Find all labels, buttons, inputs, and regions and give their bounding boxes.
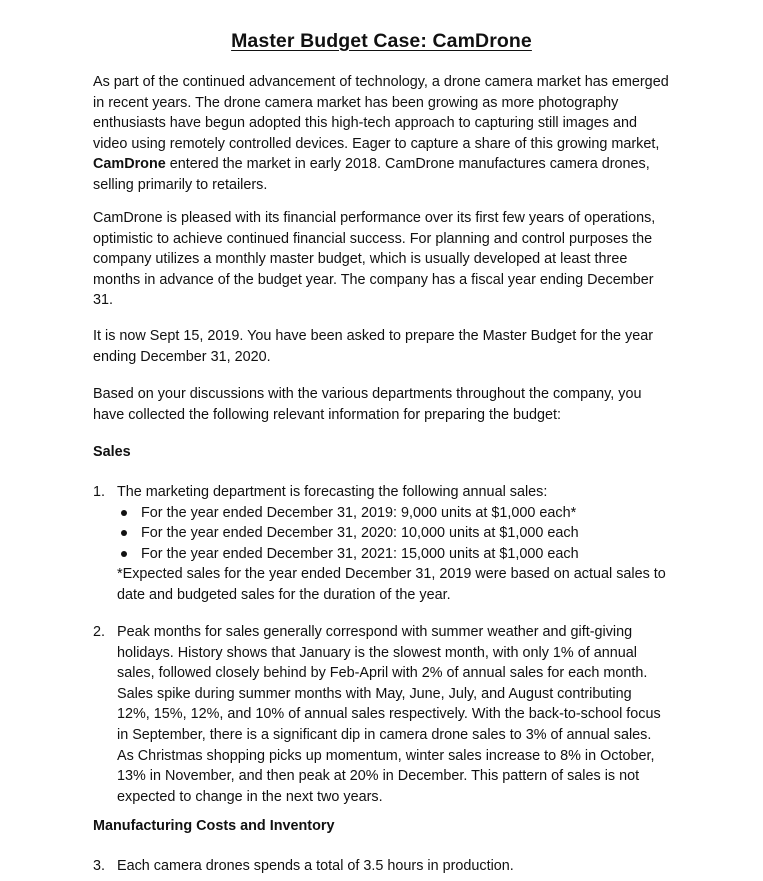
list-item-3 xyxy=(93,856,668,877)
discussion-paragraph: Based on your discussions with the various departments throughout the company, you have collected the following relevant information for preparing the budget: xyxy=(93,386,642,423)
sales-footnote: *Expected sales for the year ended December 31, 2019 were based on actual sales to date and budgeted sales for the duration of the year. xyxy=(117,566,666,603)
date-paragraph: It is now Sept 15, 2019. You have been asked to prepare the Master Budget for the year ending December 31, 2020. xyxy=(93,328,654,365)
list-item-3-text: Each camera drones spends a total of 3.5 hours in production. xyxy=(117,858,514,874)
manufacturing-heading: Manufacturing Costs and Inventory xyxy=(93,818,335,834)
sales-forecast-list xyxy=(117,503,668,565)
list-item-2-text: Peak months for sales generally correspond with summer weather and gift-giving holidays. History shows that January is the slowest month, with only 1% of annual sales, followed closely behind by Feb-April with 2% of annual sales for each month. Sales spike during summer months with May, June, July, and August contributing 12%, 15%, 12%, and 10% of annual sales respectively. With the back-to-school focus in September, there is a significant dip in camera drone sales to 3% of annual sales. As Christmas shopping picks up momentum, winter sales increase to 8% in October, 13% in November, and then peak at 20% in December. This pattern of sales is not expected to change in the next two years. xyxy=(117,624,661,805)
bullet-text: For the year ended December 31, 2020: 10,000 units at $1,000 each xyxy=(141,525,579,542)
bullet-text: For the year ended December 31, 2019: 9,000 units at $1,000 each* xyxy=(141,504,577,521)
performance-paragraph: CamDrone is pleased with its financial performance over its first few years of operations, optimistic to achieve continued financial success. For planning and control purposes the company utilizes a monthly master budget, which is usually developed at least three months in advance of the budget year. The company has a fiscal year ending December 31. xyxy=(93,210,656,309)
list-item-1-text: The marketing department is forecasting the following annual sales: xyxy=(117,484,548,500)
list-item-1-body xyxy=(117,482,668,606)
intro-text-end: entered the market in early 2018. CamDrone manufactures camera drones, selling primarily to retailers. xyxy=(93,156,650,193)
bullet-icon xyxy=(121,551,127,557)
document-title: Master Budget Case: CamDrone xyxy=(231,30,532,52)
list-item-2 xyxy=(93,622,668,807)
list-item-1 xyxy=(93,482,668,606)
list-number-3: 3. xyxy=(93,858,106,874)
bullet-item xyxy=(117,523,668,544)
bullet-text: For the year ended December 31, 2021: 15,000 units at $1,000 each xyxy=(141,545,579,562)
intro-paragraph xyxy=(93,72,673,196)
bullet-item xyxy=(117,503,668,524)
list-number-2: 2. xyxy=(93,624,106,640)
intro-text-start: As part of the continued advancement of technology, a drone camera market has emerged in recent years. The drone camera market has been growing as more photography enthusiasts have begun adopted this high-tech approach to capturing still images and video using remotely controlled devices. Eager to capture a share of this growing market, xyxy=(93,74,669,152)
bullet-icon xyxy=(121,510,127,516)
sales-heading: Sales xyxy=(93,444,131,460)
company-name-bold: CamDrone xyxy=(93,156,166,173)
bullet-icon xyxy=(121,530,127,536)
list-number-1: 1. xyxy=(93,484,106,500)
bullet-item xyxy=(117,544,668,565)
